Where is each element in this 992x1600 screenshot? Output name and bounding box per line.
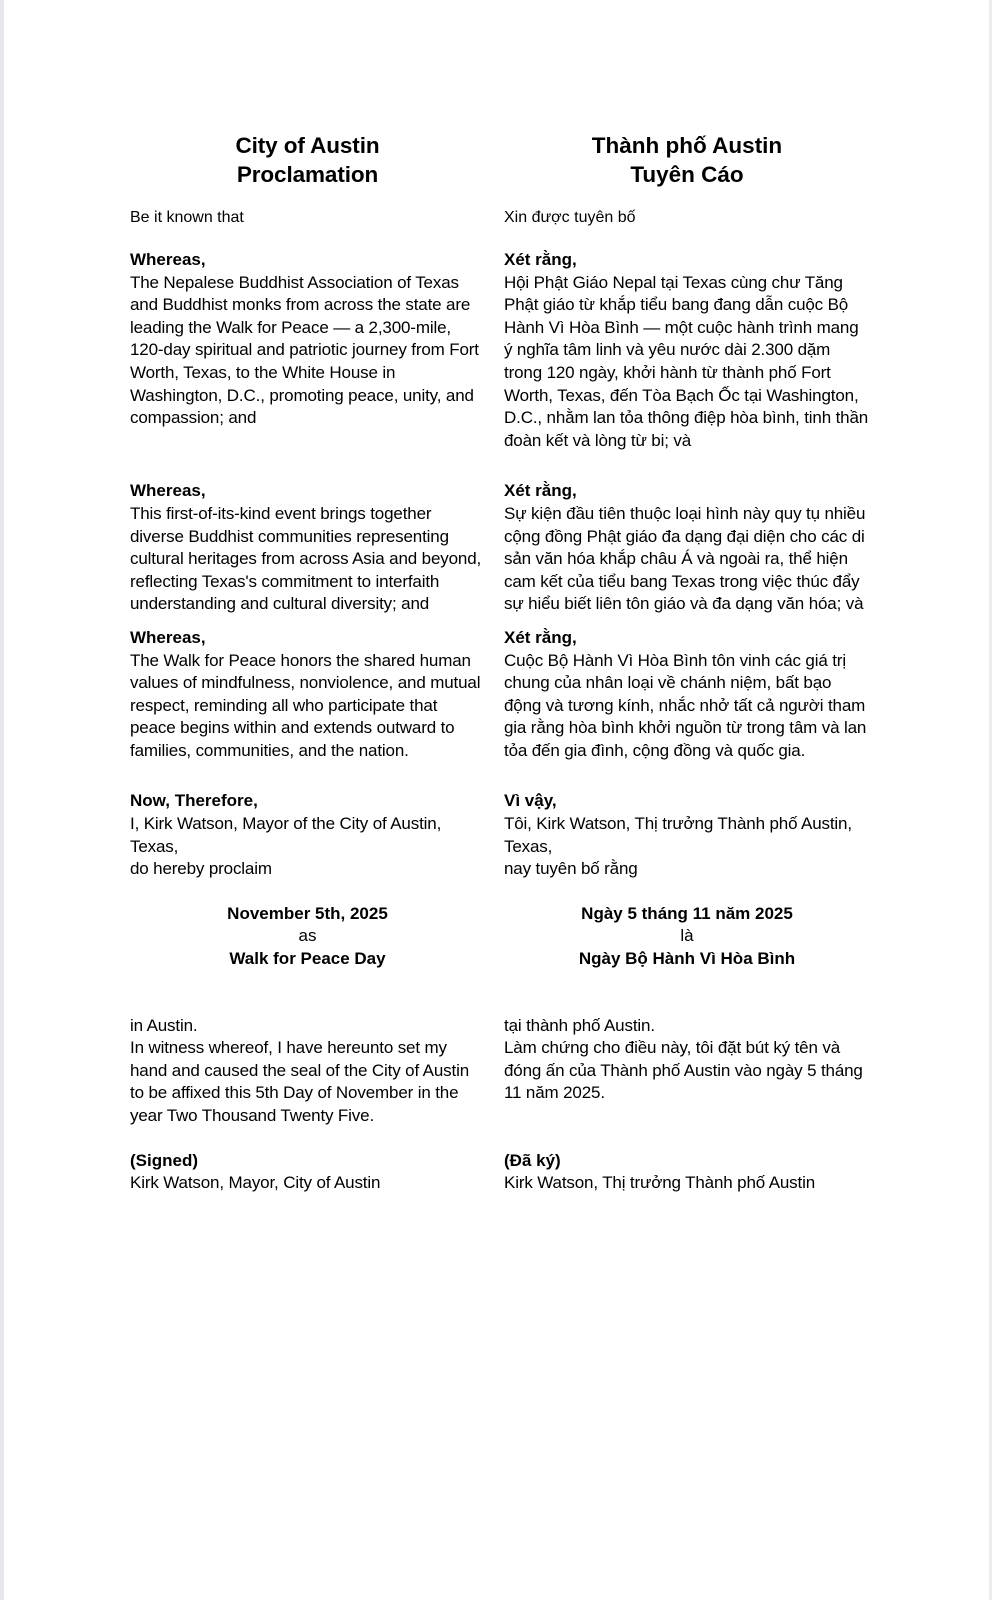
proclamation-document xyxy=(130,132,870,1195)
clause-english-2-text xyxy=(130,480,485,616)
proclaim-day-name-english: Walk for Peace Day xyxy=(229,949,386,969)
signature-row xyxy=(130,1150,870,1195)
whereas-label-english-3: Whereas, xyxy=(130,627,206,647)
signature-vietnamese xyxy=(504,1150,870,1195)
now-therefore-english xyxy=(130,790,485,880)
signed-label-english: (Signed) xyxy=(130,1150,198,1170)
witness-english xyxy=(130,1015,485,1128)
declarant-vietnamese: Tôi, Kirk Watson, Thị trưởng Thành phố Austin, Texas, xyxy=(504,814,852,856)
witness-vietnamese xyxy=(504,1015,870,1128)
clause-vietnamese-2-body: Sự kiện đầu tiên thuộc loại hình này quy tụ nhiều cộng đồng Phật giáo đa dạng đại diện cho các di sản văn hóa khắp châu Á và ngoài ra, thể hiện cam kết của tiểu bang Texas trong việc thúc đẩy sự hiểu biết liên tôn giáo và đa dạng văn hóa; và xyxy=(504,503,866,614)
now-therefore-vietnamese xyxy=(504,790,870,880)
title-row xyxy=(130,132,870,189)
proclaim-connector-vietnamese: là xyxy=(680,926,694,946)
now-therefore-label-english: Now, Therefore, xyxy=(130,791,258,811)
proclaim-verb-vietnamese: nay tuyên bố rằng xyxy=(504,859,638,879)
clause-english-3 xyxy=(130,627,485,763)
whereas-label-vietnamese-1: Xét rằng, xyxy=(504,250,577,269)
clause-row-3 xyxy=(130,627,870,763)
location-vietnamese: tại thành phố Austin. xyxy=(504,1015,655,1035)
now-therefore-row xyxy=(130,790,870,880)
proclaim-date-english: November 5th, 2025 xyxy=(227,903,388,923)
clause-english-2-body: This first-of-its-kind event brings together diverse Buddhist communities representing cultural heritages from across Asia and beyond, reflecting Texas's commitment to interfaith understanding and cultural diversity; and xyxy=(130,503,482,614)
signature-name-vietnamese: Kirk Watson, Thị trưởng Thành phố Austin xyxy=(504,1173,816,1193)
clause-row-1 xyxy=(130,249,870,452)
witness-english-text: In witness whereof, I have hereunto set my hand and caused the seal of the City of Austin to be affixed this 5th Day of November in the year Two Thousand Twenty Five. xyxy=(130,1038,470,1125)
clause-vietnamese-2 xyxy=(504,480,870,616)
clause-vietnamese-3-body: Cuộc Bộ Hành Vì Hòa Bình tôn vinh các giá trị chung của nhân loại về chánh niệm, bất bạo động và tương kính, nhắc nhở tất cả người tham gia rằng hòa bình khởi nguồn từ trong tâm và lan tỏa đến gia đình, cộng đồng và quốc gia. xyxy=(504,650,867,760)
whereas-label-english-2: Whereas, xyxy=(130,481,206,501)
whereas-label-vietnamese-3: Xét rằng, xyxy=(504,627,577,647)
clause-vietnamese-3 xyxy=(504,627,870,763)
clause-english-3-text xyxy=(130,627,485,763)
clause-row-2 xyxy=(130,480,870,616)
clause-vietnamese-1 xyxy=(504,249,870,452)
location-english: in Austin. xyxy=(130,1015,198,1035)
clause-english-3-body: The Walk for Peace honors the shared human values of mindfulness, nonviolence, and mutual respect, reminding all who participate that peace begins within and extends outward to families, communities, and the nation. xyxy=(130,650,481,760)
spacer xyxy=(130,762,870,790)
title-english-line-1: City of Austin xyxy=(235,133,380,158)
clause-vietnamese-1-body: Hội Phật Giáo Nepal tại Texas cùng chư Tăng Phật giáo từ khắp tiểu bang đang dẫn cuộc Bộ Hành Vì Hòa Bình — một cuộc hành trình mang ý nghĩa tâm linh và yêu nước dài 2.300 dặm trong 120 ngày, khởi hành từ thành phố Fort Worth, Texas, đến Tòa Bạch Ốc tại Washington, D.C., nhằm lan tỏa thông điệp hòa bình, tinh thần đoàn kết và lòng từ bi; và xyxy=(504,272,869,450)
clause-english-2 xyxy=(130,480,485,616)
title-vietnamese xyxy=(504,132,870,189)
proclaim-verb-english: do hereby proclaim xyxy=(130,859,272,879)
lede-english: Be it known that xyxy=(130,209,244,226)
spacer xyxy=(130,616,870,627)
spacer xyxy=(130,971,870,999)
lede-row xyxy=(130,209,870,227)
witness-row xyxy=(130,1015,870,1128)
clause-english-1-body: The Nepalese Buddhist Association of Texas and Buddhist monks from across the state are leading the Walk for Peace — a 2,300-mile, 120-day spiritual and patriotic journey from Fort Worth, Texas, to the White House in Washington, D.C., promoting peace, unity, and compassion; and xyxy=(130,272,479,428)
proclaim-block-row xyxy=(130,903,870,971)
clause-vietnamese-3-text xyxy=(504,627,870,763)
proclaim-connector-english: as xyxy=(298,926,317,946)
title-english xyxy=(130,132,485,189)
clause-english-1 xyxy=(130,249,485,452)
title-english-line-2: Proclamation xyxy=(236,161,379,187)
spacer xyxy=(130,999,870,1015)
whereas-label-vietnamese-2: Xét rằng, xyxy=(504,481,577,501)
witness-vietnamese-text: Làm chứng cho điều này, tôi đặt bút ký tên và đóng ấn của Thành phố Austin vào ngày 5 tháng 11 năm 2025. xyxy=(504,1038,863,1103)
declarant-english: I, Kirk Watson, Mayor of the City of Austin, Texas, xyxy=(130,814,442,856)
proclaim-block-english xyxy=(130,903,485,971)
now-therefore-label-vietnamese: Vì vậy, xyxy=(504,791,557,811)
spacer xyxy=(130,227,870,249)
title-vietnamese-line-2: Tuyên Cáo xyxy=(630,161,744,187)
title-vietnamese-line-1: Thành phố Austin xyxy=(591,133,783,158)
signature-english xyxy=(130,1150,485,1195)
signed-label-vietnamese: (Đã ký) xyxy=(504,1150,561,1170)
spacer xyxy=(130,452,870,480)
proclaim-day-name-vietnamese: Ngày Bộ Hành Vì Hòa Bình xyxy=(578,949,796,969)
clause-vietnamese-2-text xyxy=(504,480,870,616)
spacer xyxy=(130,1128,870,1150)
proclaim-date-vietnamese: Ngày 5 tháng 11 năm 2025 xyxy=(581,903,793,923)
lede-vietnamese: Xin được tuyên bố xyxy=(504,209,636,226)
clause-vietnamese-1-text xyxy=(504,249,870,452)
signature-name-english: Kirk Watson, Mayor, City of Austin xyxy=(130,1173,381,1193)
whereas-label-english-1: Whereas, xyxy=(130,250,206,269)
proclaim-block-vietnamese xyxy=(504,903,870,971)
now-therefore-vietnamese-text xyxy=(504,790,870,858)
clause-english-1-text xyxy=(130,249,485,430)
now-therefore-english-text xyxy=(130,790,485,858)
spacer xyxy=(130,881,870,903)
